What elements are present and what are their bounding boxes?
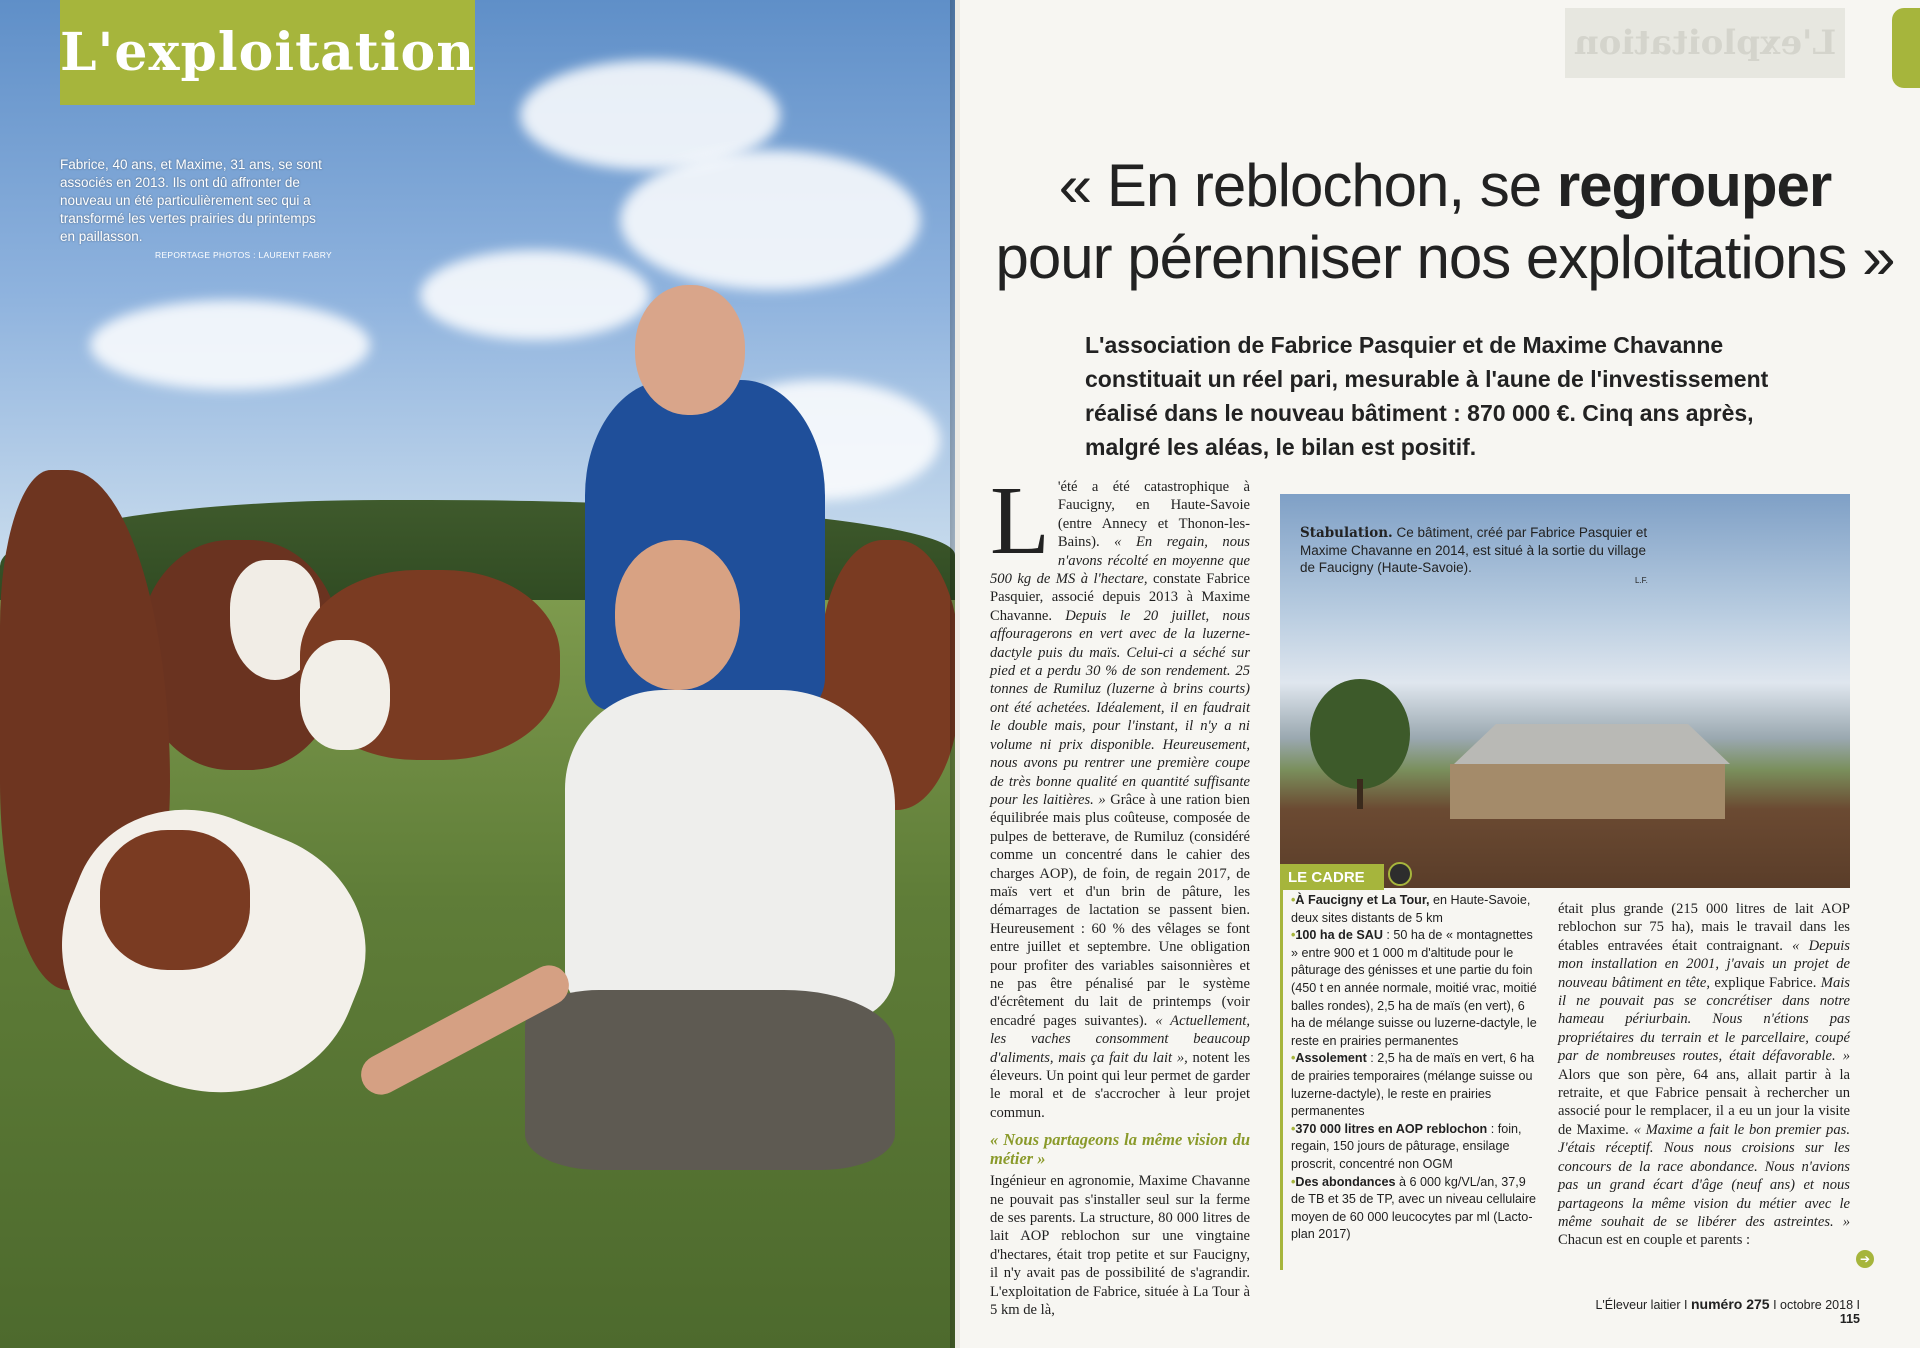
cadre-item: •370 000 litres en AOP reblochon : foin, regain, 150 jours de pâturage, ensilage proscrit, concentré non OGM	[1291, 1121, 1522, 1171]
headline-line2: pour pérenniser nos exploitations »	[995, 224, 1895, 291]
paragraph: Ingénieur en agronomie, Maxime Chavanne ne pouvait pas s'installer seul sur la ferme de ses parents. La structure, 80 000 litres de lait AOP reblochon sur une vingtaine d'hectares, était trop petite et sur Faucigny, il n'y avait pas de possibilité de s'agrandir. L'exploitation de Fabrice, située à La Tour à 5 km de là,	[990, 1173, 1250, 1319]
barn-roof	[1430, 724, 1730, 764]
cloud	[420, 250, 650, 340]
section-tab: L'exploitation	[60, 0, 475, 105]
photo-caption: Fabrice, 40 ans, et Maxime, 31 ans, se sont associés en 2013. Ils ont dû affronter de nouveau un été particulièrement sec qui a transformé les vertes prairies du printemps en paillasson.	[60, 157, 322, 244]
cloud	[620, 150, 920, 290]
cadre-box	[1280, 890, 1538, 1270]
standing-man-head	[635, 285, 745, 415]
tree	[1310, 679, 1410, 789]
headline: « En reblochon, se regrouper pour pérenniser nos exploitations »	[990, 150, 1900, 294]
cadre-label: LE CADRE	[1280, 864, 1384, 890]
cadre-item: •À Faucigny et La Tour, en Haute-Savoie, deux sites distants de 5 km	[1291, 893, 1531, 925]
cadre-item: •Des abondances à 6 000 kg/VL/an, 37,9 de TB et 35 de TP, avec un niveau cellulaire moyen de 60 000 leucocytes par ml (Lacto-plan 2017)	[1291, 1174, 1537, 1242]
kneeling-man-head	[615, 540, 740, 690]
drop-cap: L	[990, 467, 1050, 575]
kneeling-man	[565, 690, 895, 1020]
photo-credit: L.F.	[1635, 576, 1648, 585]
cloud	[90, 300, 370, 390]
issue-date: octobre 2018	[1780, 1298, 1854, 1312]
subheading: « Nous partageons la même vision du métier »	[990, 1130, 1250, 1169]
barn	[1430, 724, 1730, 819]
right-page	[960, 0, 1920, 1348]
page-edge-tab	[1892, 8, 1920, 88]
globe-icon	[1388, 862, 1412, 886]
page-gutter	[950, 0, 955, 1348]
show-through-tab: L'exploitation	[1565, 8, 1845, 78]
issue-number: numéro 275	[1691, 1296, 1770, 1312]
page-number: 115	[1839, 1312, 1860, 1326]
photo-caption: Stabulation. Ce bâtiment, créé par Fabrice Pasquier et Maxime Chavanne en 2014, est situé à la sortie du village de Faucigny (Haute-Savoie).	[1300, 525, 1648, 575]
barn-wall	[1450, 764, 1725, 819]
cow-patch	[100, 830, 250, 970]
magazine-name: L'Éleveur laitier	[1595, 1298, 1681, 1312]
photo-credit: REPORTAGE PHOTOS : LAURENT FABRY	[155, 250, 332, 260]
cadre-item: •Assolement : 2,5 ha de maïs en vert, 6 ha de prairies temporaires (mélange suisse ou luzerne-dactyle), le reste en prairies permanentes	[1291, 1051, 1535, 1119]
tree-trunk	[1357, 779, 1363, 809]
kneeling-man-shorts	[525, 990, 895, 1170]
cow-face	[300, 640, 390, 750]
left-page-photo	[0, 0, 955, 1348]
article-column-1: L 'été a été catastrophique à Faucigny, en Haute-Savoie (entre Annecy et Thonon-les-Bains). « En regain, nous n'avons récolté en moyenne que 500 kg de MS à l'hectare, constate Fabrice Pasquier, associé depuis 2013 à Maxime Chavanne. Depuis le 20 juillet, nous affouragerons en vert avec de la luzerne-dactyle puis du maïs. Celui-ci a séché sur pied et a perdu 30 % de son rendement. 25 tonnes de Rumiluz (luzerne à brins courts) ont été achetées. Idéalement, il en faudrait le double mais, pour l'instant, il n'y a ni volume ni prix disponible. Heureusement, nous avons pu rentrer une première coupe de très bonne qualité en quantité suffisante pour les laitières. » Grâce à une ration bien équilibrée mais plus coûteuse, composée de pulpes de betterave, de Rumiluz (considéré comme un concentré dans le cahier des charges AOP), de foin, de regain 2017, de maïs vert et d'un brin de pâture, les démarrages de lactation se passent bien. Heureusement : 60 % des vêlages se font entre juillet et septembre. Une obligation pour profiter des variables saisonnières et ne pas être pénalisé par le système d'écrêtement du lait de printemps (voir encadré pages suivantes). « Actuellement, les vaches consomment beaucoup d'aliments, mais ça fait du lait », notent les éleveurs. Un point qui leur permet de garder le moral et de s'accrocher à leur projet commun. « Nous partageons la même vision du métier » Ingénieur en agronomie, Maxime Chavanne ne pouvait pas s'installer seul sur la ferme de ses parents. La structure, 80 000 litres de lait AOP reblochon sur une vingtaine d'hectares, était trop petite et sur Faucigny, il n'y avait pas de possibilité de s'agrandir. L'exploitation de Fabrice, située à La Tour à 5 km de là,	[990, 467, 1250, 1319]
article-column-3: était plus grande (215 000 litres de lait AOP reblochon sur 75 ha), mais le travail dans les étables entravées était contraignant. « Depuis mon installation en 2001, j'avais un projet de nouveau bâtiment en tête, explique Fabrice. Mais il ne pouvait pas se concrétiser dans notre hameau périurbain. Nous n'étions pas propriétaires du terrain et le parcellaire, coupé par de nombreuses routes, était défavorable. » Alors que son père, 64 ans, allait partir à la retraite, et que Fabrice pensait à rechercher un associé pour le remplacer, il a eu un jour la visite de Maxime. « Maxime a fait le bon premier pas. J'étais réceptif. Nous nous croisions sur les concours de la race abondance. Nous n'avions pas un grand écart d'âge (neuf ans) et nous partageons la même vision du métier avec le même souhait de se libérer des astreintes. » Chacun est en couple et parents :	[1558, 901, 1850, 1249]
cadre-item: •100 ha de SAU : 50 ha de « montagnettes » entre 900 et 1 000 m d'altitude pour le pâturage des génisses et une partie du foin (450 t en année normale, moitié vrac, moitié balles rondes), 2,5 ha de maïs (en vert), 6 ha de mélange suisse ou luzerne-dactyle, le reste en prairies permanentes	[1291, 928, 1537, 1048]
barn-photo	[1280, 494, 1850, 888]
page-footer: L'Éleveur laitier I numéro 275 I octobre 2018 I 115	[1595, 1296, 1860, 1326]
headline-emphasis: regrouper	[1556, 152, 1832, 219]
continue-arrow-icon: ➔	[1856, 1250, 1874, 1268]
lede: L'association de Fabrice Pasquier et de Maxime Chavanne constituait un réel pari, mesurable à l'aune de l'investissement réalisé dans le nouveau bâtiment : 870 000 €. Cinq ans après, malgré les aléas, le bilan est positif.	[1085, 332, 1769, 460]
